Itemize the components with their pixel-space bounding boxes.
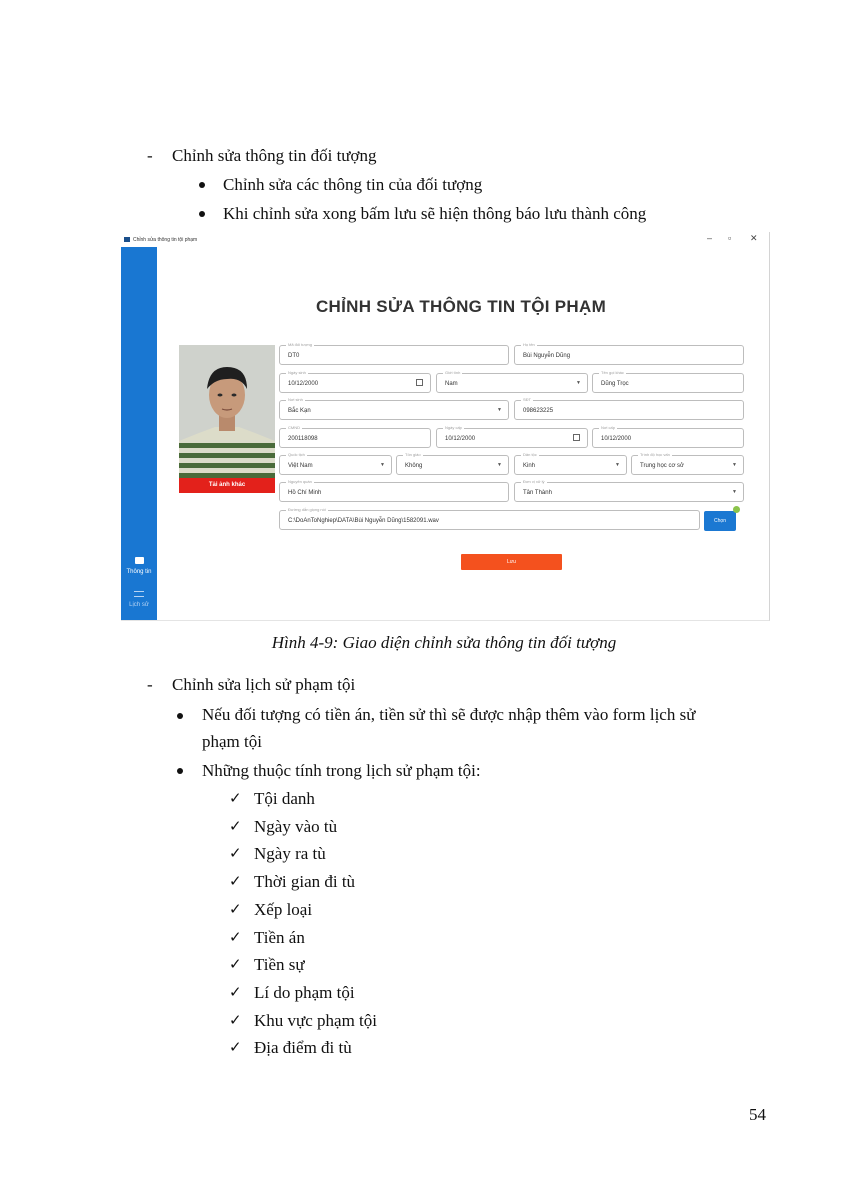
section-dash: - bbox=[147, 146, 153, 165]
hometown-field[interactable]: Nguyên quán Hồ Chí Minh bbox=[279, 482, 509, 502]
check-icon: ✓ bbox=[229, 817, 242, 835]
phone-field[interactable]: SĐT 098623225 bbox=[514, 400, 744, 420]
education-select[interactable]: Trình độ học vấn Trung học cơ sở ▼ bbox=[631, 455, 744, 475]
calendar-icon[interactable] bbox=[573, 434, 580, 441]
attribute-item: Xếp loại bbox=[254, 900, 313, 919]
subject-id-field[interactable]: Mã đối tượng DT0 bbox=[279, 345, 509, 365]
chevron-down-icon: ▼ bbox=[576, 380, 581, 386]
sidebar-item-history[interactable]: Lịch sử bbox=[129, 602, 149, 608]
bullet-item-continuation: phạm tội bbox=[202, 732, 262, 751]
sidebar-item-info[interactable]: Thông tin bbox=[126, 569, 152, 575]
attribute-item: Ngày ra tù bbox=[254, 844, 326, 863]
attribute-item: Tội danh bbox=[254, 789, 315, 808]
section-dash: - bbox=[147, 675, 153, 694]
bullet-dot bbox=[177, 713, 183, 719]
check-icon: ✓ bbox=[229, 789, 242, 807]
page-number: 54 bbox=[749, 1105, 766, 1124]
chevron-down-icon: ▼ bbox=[497, 407, 502, 413]
chevron-down-icon: ▼ bbox=[732, 462, 737, 468]
chevron-down-icon: ▼ bbox=[380, 462, 385, 468]
save-button[interactable]: Lưu bbox=[461, 554, 562, 570]
birth-date-picker[interactable]: Ngày sinh 10/12/2000 bbox=[279, 373, 431, 393]
attribute-item: Thời gian đi tù bbox=[254, 872, 356, 891]
portrait-image bbox=[179, 345, 275, 480]
check-icon: ✓ bbox=[229, 928, 242, 946]
section-heading: Chỉnh sửa lịch sử phạm tội bbox=[172, 675, 356, 694]
choose-file-button[interactable]: Chọn bbox=[704, 511, 736, 531]
attribute-item: Địa điểm đi tù bbox=[254, 1038, 352, 1057]
figure-caption: Hình 4-9: Giao diện chỉnh sửa thông tin đối tượng bbox=[271, 633, 617, 652]
bullet-item: Chỉnh sửa các thông tin của đối tượng bbox=[223, 175, 483, 194]
bullet-dot bbox=[199, 211, 205, 217]
check-icon: ✓ bbox=[229, 900, 242, 918]
chevron-down-icon: ▼ bbox=[615, 462, 620, 468]
issue-place-field[interactable]: Nơi cấp 10/12/2000 bbox=[592, 428, 744, 448]
history-icon[interactable] bbox=[134, 591, 144, 597]
handling-unit-select[interactable]: Đơn vị xử lý Tân Thành ▼ bbox=[514, 482, 744, 502]
folder-icon[interactable] bbox=[135, 557, 144, 564]
maximize-icon[interactable]: ▫ bbox=[728, 233, 732, 243]
section-heading: Chỉnh sửa thông tin đối tượng bbox=[172, 146, 377, 165]
bullet-dot bbox=[177, 768, 183, 774]
upload-photo-button[interactable]: Tải ảnh khác bbox=[179, 478, 275, 493]
subject-photo bbox=[179, 345, 275, 480]
check-icon: ✓ bbox=[229, 872, 242, 890]
bullet-item: Những thuộc tính trong lịch sử phạm tội: bbox=[202, 761, 481, 780]
check-icon: ✓ bbox=[229, 1038, 242, 1056]
attribute-item: Lí do phạm tội bbox=[254, 983, 355, 1002]
attribute-item: Tiền sự bbox=[254, 955, 305, 974]
nationality-select[interactable]: Quốc tịch Việt Nam ▼ bbox=[279, 455, 392, 475]
check-icon: ✓ bbox=[229, 983, 242, 1001]
bullet-dot bbox=[199, 182, 205, 188]
birthplace-select[interactable]: Nơi sinh Bắc Kạn ▼ bbox=[279, 400, 509, 420]
check-icon: ✓ bbox=[229, 844, 242, 862]
calendar-icon[interactable] bbox=[416, 379, 423, 386]
voice-path-field[interactable]: Đường dẫn giọng nói C:\DoAnToNghiep\DATA\Bùi Nguyễn Dũng\1582091.wav bbox=[279, 510, 700, 530]
check-icon: ✓ bbox=[229, 955, 242, 973]
chevron-down-icon: ▼ bbox=[497, 462, 502, 468]
issue-date-picker[interactable]: Ngày cấp 10/12/2000 bbox=[436, 428, 588, 448]
window-title: Chỉnh sửa thông tin tội phạm bbox=[133, 237, 198, 243]
close-icon[interactable]: ✕ bbox=[750, 233, 758, 243]
full-name-field[interactable]: Họ tên Bùi Nguyễn Dũng bbox=[514, 345, 744, 365]
form-title: CHỈNH SỬA THÔNG TIN TỘI PHẠM bbox=[315, 297, 607, 316]
bullet-item: Nếu đối tượng có tiền án, tiền sử thì sẽ được nhập thêm vào form lịch sử bbox=[202, 705, 696, 724]
notification-badge bbox=[733, 506, 740, 513]
ethnicity-select[interactable]: Dân tộc Kinh ▼ bbox=[514, 455, 627, 475]
chevron-down-icon: ▼ bbox=[732, 489, 737, 495]
bullet-item: Khi chỉnh sửa xong bấm lưu sẽ hiện thông báo lưu thành công bbox=[223, 204, 647, 223]
religion-select[interactable]: Tôn giáo Không ▼ bbox=[396, 455, 509, 475]
app-screenshot bbox=[121, 232, 770, 621]
alias-field[interactable]: Tên gọi khác Dũng Trọc bbox=[592, 373, 744, 393]
check-icon: ✓ bbox=[229, 1011, 242, 1029]
sidebar bbox=[121, 247, 157, 620]
id-card-field[interactable]: CMND 200118098 bbox=[279, 428, 431, 448]
minimize-icon[interactable]: – bbox=[707, 233, 713, 243]
attribute-item: Khu vực phạm tội bbox=[254, 1011, 378, 1030]
app-icon bbox=[124, 237, 130, 242]
attribute-item: Ngày vào tù bbox=[254, 817, 338, 836]
attribute-item: Tiền án bbox=[254, 928, 305, 947]
gender-select[interactable]: Giới tính Nam ▼ bbox=[436, 373, 588, 393]
